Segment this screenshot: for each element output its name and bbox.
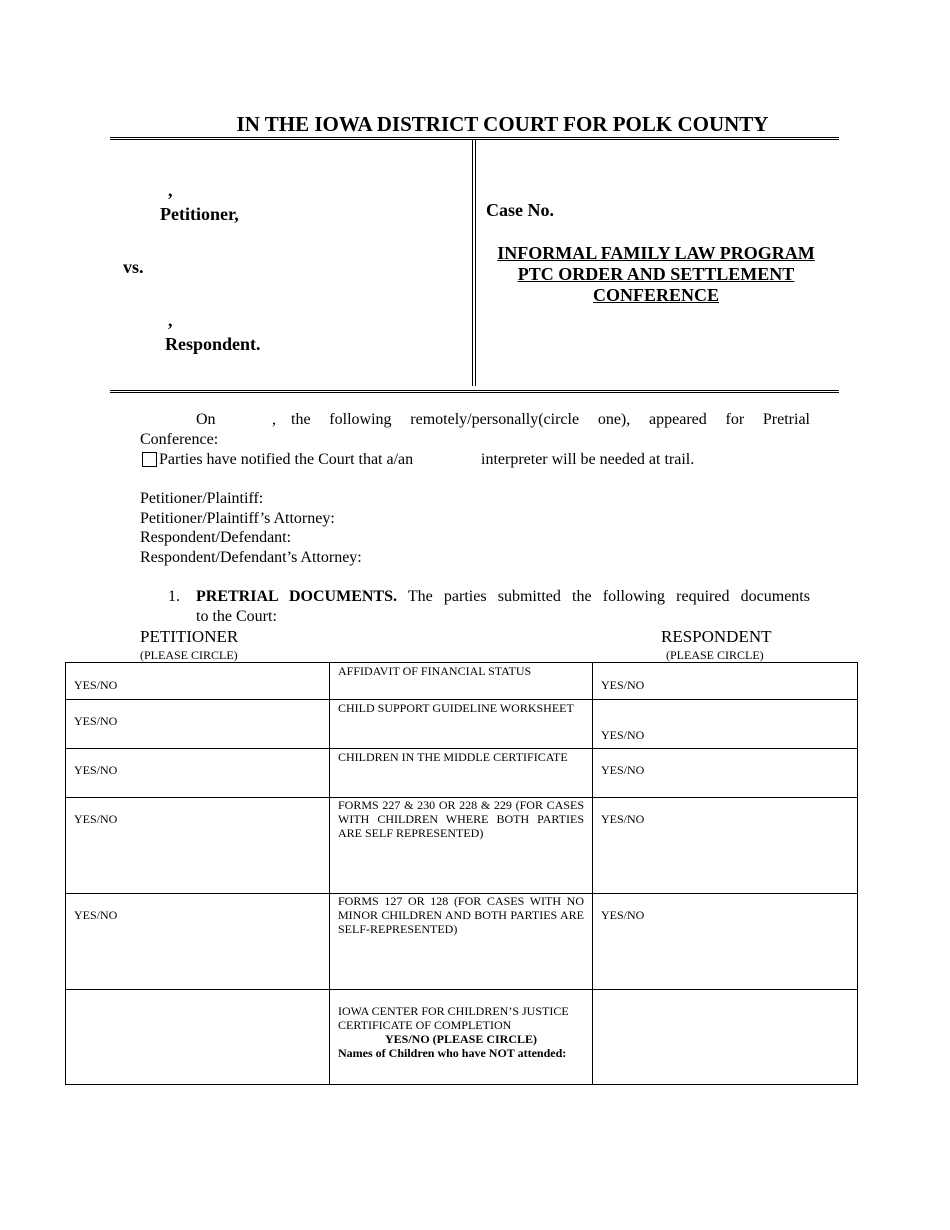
petitioner-line: Petitioner/Plaintiff:: [140, 490, 264, 507]
caption-divider: [472, 140, 476, 386]
section-heading: PRETRIAL DOCUMENTS.: [196, 588, 397, 605]
document-name: CHILDREN IN THE MIDDLE CERTIFICATE: [338, 750, 568, 764]
conference-text: Conference:: [140, 431, 219, 448]
petitioner-cell: [66, 700, 330, 749]
petitioner-name-comma: ,: [168, 180, 173, 200]
petitioner-column-note: (PLEASE CIRCLE): [140, 648, 238, 662]
on-word: On: [196, 411, 216, 428]
respondent-column-note: (PLEASE CIRCLE): [666, 648, 764, 662]
iowa-center-line-1: IOWA CENTER FOR CHILDREN’S JUSTICE: [338, 1004, 569, 1018]
respondent-cell: [593, 990, 858, 1085]
document-cell: [330, 663, 593, 700]
respondent-yes-no[interactable]: YES/NO: [601, 908, 645, 922]
table-row: [66, 990, 858, 1085]
table-row: [66, 749, 858, 798]
form-title-line-1: INFORMAL FAMILY LAW PROGRAM: [497, 243, 815, 263]
respondent-column-header: RESPONDENT: [661, 627, 772, 646]
respondent-cell: [593, 798, 858, 894]
table-row: [66, 894, 858, 990]
document-cell: [330, 894, 593, 990]
respondent-name-comma: ,: [168, 310, 173, 330]
petitioner-yes-no[interactable]: YES/NO: [74, 714, 118, 728]
petitioner-yes-no[interactable]: YES/NO: [74, 763, 118, 777]
petitioner-attorney-line: Petitioner/Plaintiff’s Attorney:: [140, 510, 335, 527]
case-number-label: Case No.: [486, 200, 554, 220]
document-cell: [330, 798, 593, 894]
respondent-yes-no[interactable]: YES/NO: [601, 763, 645, 777]
petitioner-yes-no[interactable]: YES/NO: [74, 678, 118, 692]
petitioner-cell: [66, 990, 330, 1085]
vs-label: vs.: [123, 257, 144, 277]
interpreter-text-before: Parties have notified the Court that a/an: [159, 451, 414, 468]
petitioner-cell: [66, 749, 330, 798]
document-name: FORMS 127 OR 128 (FOR CASES WITH NO MINOR CHILDREN AND BOTH PARTIES ARE SELF-REPRESENTED): [338, 894, 584, 936]
iowa-center-cell: [330, 990, 593, 1085]
document-cell: [330, 749, 593, 798]
documents-table: [65, 662, 858, 1085]
section-text: The parties submitted the following required documents: [407, 588, 810, 605]
document-cell: [330, 700, 593, 749]
respondent-cell: [593, 894, 858, 990]
iowa-center-yes-no[interactable]: YES/NO (PLEASE CIRCLE): [384, 1032, 538, 1046]
section-pretrial-documents: [196, 587, 810, 627]
respondent-yes-no[interactable]: YES/NO: [601, 728, 645, 742]
court-title: IN THE IOWA DISTRICT COURT FOR POLK COUNTY: [236, 112, 769, 136]
interpreter-text-after: interpreter will be needed at trail.: [481, 451, 695, 468]
respondent-yes-no[interactable]: YES/NO: [601, 812, 645, 826]
section-number: 1.: [168, 588, 180, 605]
petitioner-column-header: PETITIONER: [140, 627, 239, 646]
respondent-line: Respondent/Defendant:: [140, 529, 292, 546]
petitioner-cell: [66, 894, 330, 990]
petitioner-label: Petitioner,: [160, 204, 239, 224]
table-row: [66, 700, 858, 749]
document-name: FORMS 227 & 230 OR 228 & 229 (FOR CASES WITH CHILDREN WHERE BOTH PARTIES ARE SELF REPRESENTED): [338, 798, 584, 840]
table-row: [66, 798, 858, 894]
respondent-cell: [593, 663, 858, 700]
children-not-attended-label: Names of Children who have NOT attended:: [338, 1046, 567, 1060]
document-name: CHILD SUPPORT GUIDELINE WORKSHEET: [338, 701, 574, 715]
respondent-attorney-line: Respondent/Defendant’s Attorney:: [140, 549, 362, 566]
petitioner-yes-no[interactable]: YES/NO: [74, 908, 118, 922]
appearance-text: the following remotely/personally(circle one), appeared for Pretrial: [291, 411, 810, 428]
interpreter-checkbox[interactable]: [142, 452, 157, 467]
date-comma: ,: [272, 411, 276, 428]
petitioner-yes-no[interactable]: YES/NO: [74, 812, 118, 826]
section-text-cont: to the Court:: [196, 608, 277, 625]
table-row: [66, 663, 858, 700]
respondent-label: Respondent.: [165, 334, 261, 354]
iowa-center-line-2: CERTIFICATE OF COMPLETION: [338, 1018, 512, 1032]
document-name: AFFIDAVIT OF FINANCIAL STATUS: [338, 664, 532, 678]
respondent-cell: [593, 749, 858, 798]
form-title-line-3: CONFERENCE: [592, 285, 719, 305]
respondent-cell: [593, 700, 858, 749]
form-title: [486, 243, 826, 306]
petitioner-cell: [66, 663, 330, 700]
respondent-yes-no[interactable]: YES/NO: [601, 678, 645, 692]
petitioner-cell: [66, 798, 330, 894]
form-title-line-2: PTC ORDER AND SETTLEMENT: [517, 264, 795, 284]
